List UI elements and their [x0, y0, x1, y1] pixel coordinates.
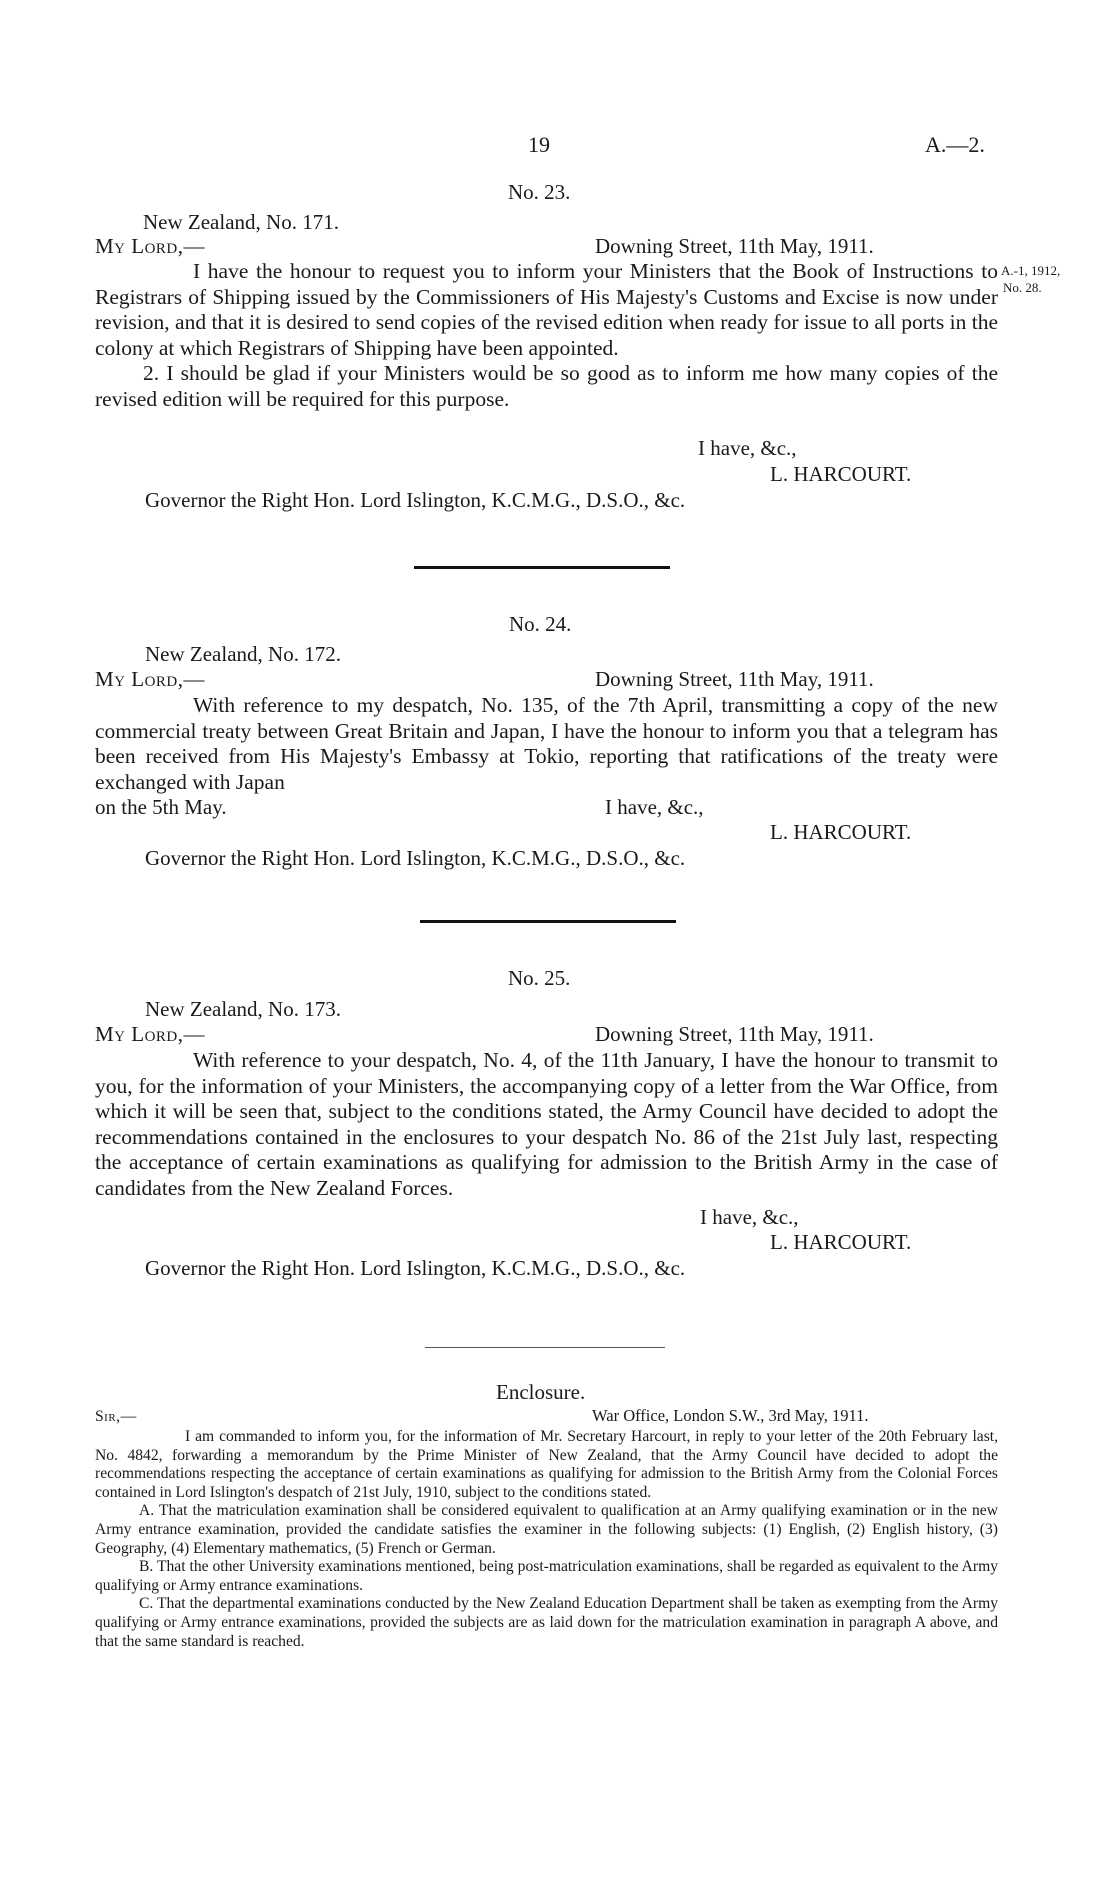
section-rule-2 — [420, 920, 676, 923]
letter-23-signature: L. HARCOURT. — [770, 462, 912, 486]
letter-23-closing: I have, &c., — [698, 436, 797, 460]
enclosure-paragraph-c: C. That the departmental examinations conducted by the New Zealand Education Department shall be taken as exempting from the Army qualifying or Army entrance examinations, provided the subjects are as laid down for the matriculation examination in paragraph A above, and that the same standard is reached. — [95, 1595, 998, 1650]
page-number: 19 — [528, 132, 550, 157]
letter-24-paragraph: With reference to my despatch, No. 135, of the 7th April, transmitting a copy of the new commercial treaty between Great Britain and Japan, I have the honour to inform you that a telegram has been received from His Majesty's Embassy at Tokio, reporting that ratifications of the treaty were exchanged with Japan — [95, 693, 998, 794]
enclosure-title: Enclosure. — [496, 1380, 586, 1404]
enclosure-paragraph-a: A. That the matriculation examination shall be considered equivalent to qualification at an Army qualifying examination or in the new Army entrance examination, provided the candidate satisfies the examiner in the following subjects: (1) English, (2) English history, (3) Geography, (4) Elementary mathematics, (5) French or German. — [95, 1502, 998, 1557]
letter-24-signature: L. HARCOURT. — [770, 820, 912, 844]
series-code: A.—2. — [925, 132, 985, 157]
enclosure-body — [95, 1428, 998, 1651]
letter-24-salutation: My Lord,— — [95, 667, 206, 691]
letter-25-dateline: Downing Street, 11th May, 1911. — [595, 1022, 874, 1046]
letter-23-body — [95, 259, 998, 412]
margin-note-line-1: A.-1, 1912, — [1001, 263, 1061, 278]
letter-25-ref: New Zealand, No. 173. — [145, 997, 341, 1021]
section-rule-3 — [425, 1347, 665, 1348]
letter-25-signature: L. HARCOURT. — [770, 1230, 912, 1254]
letter-24-ref: New Zealand, No. 172. — [145, 642, 341, 666]
letter-24-number: No. 24. — [509, 612, 572, 636]
letter-25-paragraph: With reference to your despatch, No. 4, of the 11th January, I have the honour to transmit to you, for the information of your Ministers, the accompanying copy of a letter from the War Office, from which it will be seen that, subject to the conditions stated, the Army Council have decided to adopt the recommendations contained in the enclosures to your despatch No. 86 of the 21st July last, respecting the acceptance of certain examinations as qualifying for admission to the British Army in the case of candidates from the New Zealand Forces. — [95, 1048, 998, 1200]
letter-23-salutation: My Lord,— — [95, 234, 206, 258]
enclosure-dateline: War Office, London S.W., 3rd May, 1911. — [592, 1406, 869, 1425]
letter-23-paragraph-1: I have the honour to request you to inform your Ministers that the Book of Instructions to Registrars of Shipping issued by the Commissioners of His Majesty's Customs and Excise is now under revision, and that it is desired to send copies of the revised edition when ready for issue to all ports in the colony at which Registrars of Shipping have been appointed. — [95, 259, 998, 360]
letter-23-ref: New Zealand, No. 171. — [143, 210, 339, 234]
letter-25-number: No. 25. — [508, 966, 571, 990]
section-rule-1 — [414, 566, 670, 569]
letter-24-addressee: Governor the Right Hon. Lord Islington, K.C.M.G., D.S.O., &c. — [145, 846, 686, 870]
letter-25-salutation: My Lord,— — [95, 1022, 206, 1046]
enclosure-salutation: Sir,— — [95, 1408, 137, 1425]
letter-24-body — [95, 693, 998, 795]
letter-25-addressee: Governor the Right Hon. Lord Islington, K.C.M.G., D.S.O., &c. — [145, 1256, 686, 1280]
enclosure-paragraph-intro: I am commanded to inform you, for the information of Mr. Secretary Harcourt, in reply to your letter of the 20th February last, No. 4842, forwarding a memorandum by the Prime Minister of New Zealand, that the Army Council have decided to adopt the recommendations respecting the acceptance of certain examinations as qualifying for admission to the British Army from the Colonial Forces contained in Lord Islington's despatch of 21st July, 1910, subject to the conditions stated. — [95, 1428, 998, 1501]
letter-24-last-line: on the 5th May. — [95, 795, 227, 819]
letter-25-body — [95, 1048, 998, 1201]
letter-23-addressee: Governor the Right Hon. Lord Islington, K.C.M.G., D.S.O., &c. — [145, 488, 686, 512]
letter-23-paragraph-2: 2. I should be glad if your Ministers would be so good as to inform me how many copies of the revised edition will be required for this purpose. — [95, 361, 998, 411]
enclosure-paragraph-b: B. That the other University examinations mentioned, being post-matriculation examinations, shall be regarded as equivalent to the Army qualifying or Army entrance examinations. — [95, 1558, 998, 1594]
letter-25-closing: I have, &c., — [700, 1205, 799, 1229]
letter-23-dateline: Downing Street, 11th May, 1911. — [595, 234, 874, 258]
letter-24-closing: I have, &c., — [605, 795, 704, 819]
margin-note-line-2: No. 28. — [1003, 280, 1042, 295]
letter-23-number: No. 23. — [508, 180, 571, 204]
letter-24-dateline: Downing Street, 11th May, 1911. — [595, 667, 874, 691]
